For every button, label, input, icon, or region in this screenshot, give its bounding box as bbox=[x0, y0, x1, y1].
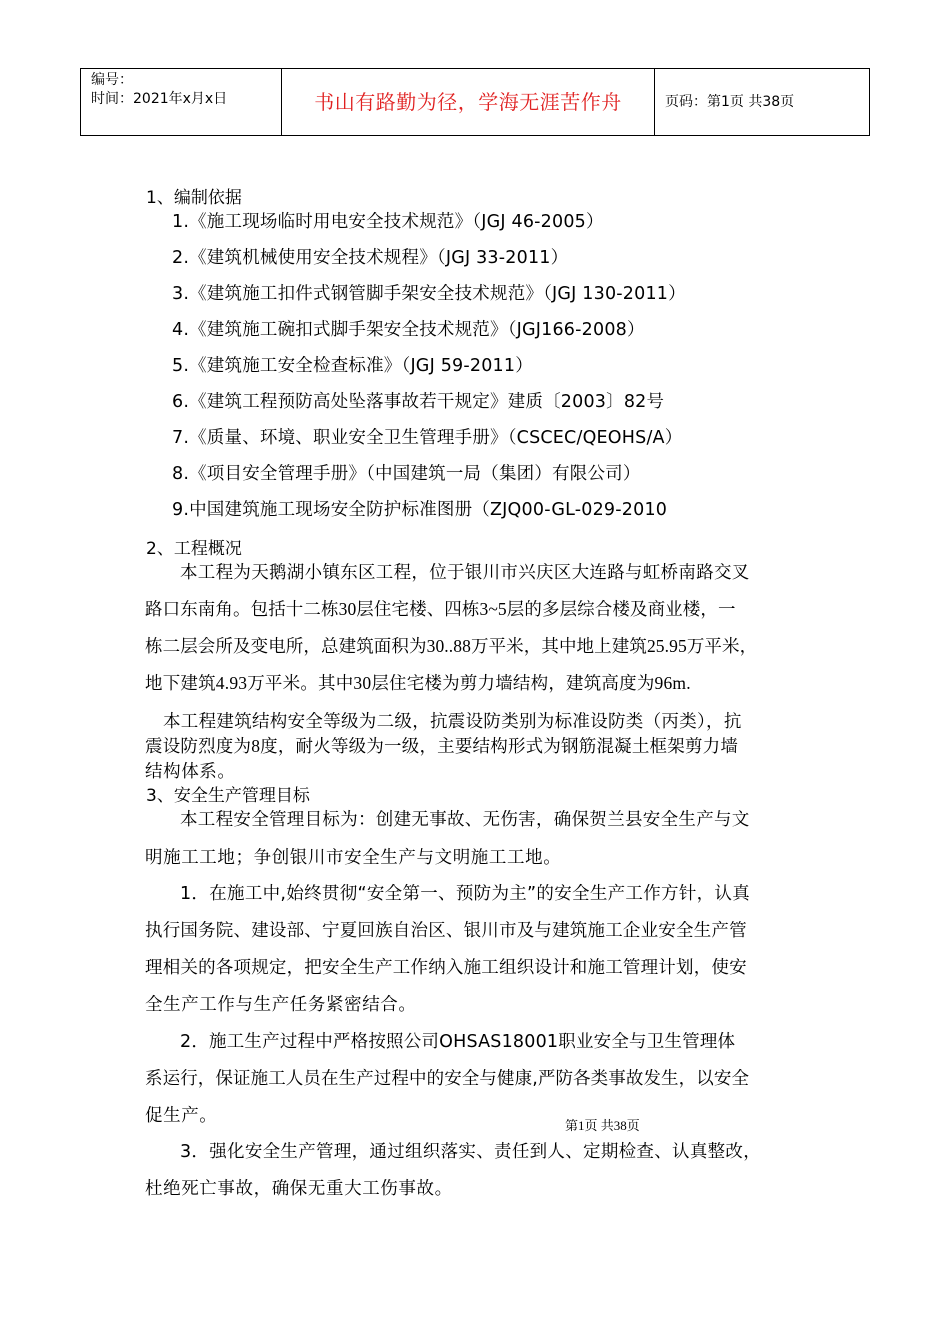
header-table bbox=[80, 68, 870, 136]
reference-item: 2.《建筑机械使用安全技术规程》（JGJ 33-2011） bbox=[172, 248, 569, 268]
reference-item: 6.《建筑工程预防高处坠落事故若干规定》建质〔2003〕82号 bbox=[172, 392, 665, 412]
time-label: 时间：2021年x月x日 bbox=[91, 91, 228, 107]
number-label: 编号： bbox=[91, 72, 133, 88]
paragraph-line: 促生产。 bbox=[145, 1106, 218, 1126]
paragraph-line: 栋二层会所及变电所，总建筑面积为30..88万平米，其中地上建筑25.95万平米， bbox=[145, 636, 758, 656]
reference-item: 3.《建筑施工扣件式钢管脚手架安全技术规范》（JGJ 130-2011） bbox=[172, 284, 686, 304]
page-label: 页码：第1页 共38页 bbox=[665, 94, 795, 110]
header-left-cell bbox=[81, 69, 282, 135]
paragraph-line: 震设防烈度为8度，耐火等级为一级，主要结构形式为钢筋混凝土框架剪力墙 bbox=[145, 736, 739, 756]
paragraph-line: 系运行，保证施工人员在生产过程中的安全与健康,严防各类事故发生，以安全 bbox=[145, 1069, 750, 1089]
reference-item: 8.《项目安全管理手册》（中国建筑一局（集团）有限公司） bbox=[172, 464, 641, 484]
reference-item: 7.《质量、环境、职业安全卫生管理手册》（CSCEC/QEOHS/A） bbox=[172, 428, 683, 448]
section-heading: 3、安全生产管理目标 bbox=[146, 786, 310, 806]
reference-item: 9.中国建筑施工现场安全防护标准图册（ZJQ00-GL-029-2010 bbox=[172, 500, 668, 520]
paragraph-line: 地下建筑4.93万平米。其中30层住宅楼为剪力墙结构，建筑高度为96m. bbox=[145, 673, 691, 693]
reference-item: 1.《施工现场临时用电安全技术规范》（JGJ 46-2005） bbox=[172, 212, 604, 232]
paragraph-line: 明施工工地；争创银川市安全生产与文明施工工地。 bbox=[145, 848, 562, 868]
reference-item: 4.《建筑施工碗扣式脚手架安全技术规范》（JGJ166-2008） bbox=[172, 320, 645, 340]
paragraph-line: 3．强化安全生产管理，通过组织落实、责任到人、定期检查、认真整改， bbox=[180, 1142, 762, 1162]
paragraph-line: 本工程建筑结构安全等级为二级，抗震设防类别为标准设防类（丙类），抗 bbox=[163, 711, 742, 731]
motto: 书山有路勤为径，学海无涯苦作舟 bbox=[282, 69, 655, 135]
paragraph-line: 全生产工作与生产任务紧密结合。 bbox=[145, 995, 417, 1015]
paragraph-line: 本工程安全管理目标为：创建无事故、无伤害，确保贺兰县安全生产与文 bbox=[180, 810, 750, 830]
paragraph-line: 2．施工生产过程中严格按照公司OHSAS18001职业安全与卫生管理体 bbox=[180, 1032, 736, 1052]
paragraph-line: 理相关的各项规定，把安全生产工作纳入施工组织设计和施工管理计划，使安 bbox=[145, 958, 747, 978]
paragraph-line: 结构体系。 bbox=[145, 761, 236, 781]
paragraph-line: 1．在施工中,始终贯彻“安全第一、预防为主”的安全生产工作方针，认真 bbox=[180, 884, 751, 904]
page-footer: 第1页 共38页 bbox=[565, 1118, 640, 1133]
paragraph-line: 路口东南角。包括十二栋30层住宅楼、四栋3~5层的多层综合楼及商业楼，一 bbox=[145, 599, 736, 619]
section-heading: 1、编制依据 bbox=[146, 188, 242, 208]
section-heading: 2、工程概况 bbox=[146, 539, 242, 559]
reference-item: 5.《建筑施工安全检查标准》（JGJ 59-2011） bbox=[172, 356, 533, 376]
paragraph-line: 执行国务院、建设部、宁夏回族自治区、银川市及与建筑施工企业安全生产管 bbox=[145, 921, 747, 941]
paragraph-line: 杜绝死亡事故，确保无重大工伤事故。 bbox=[145, 1179, 453, 1199]
paragraph-line: 本工程为天鹅湖小镇东区工程，位于银川市兴庆区大连路与虹桥南路交叉 bbox=[180, 562, 750, 582]
